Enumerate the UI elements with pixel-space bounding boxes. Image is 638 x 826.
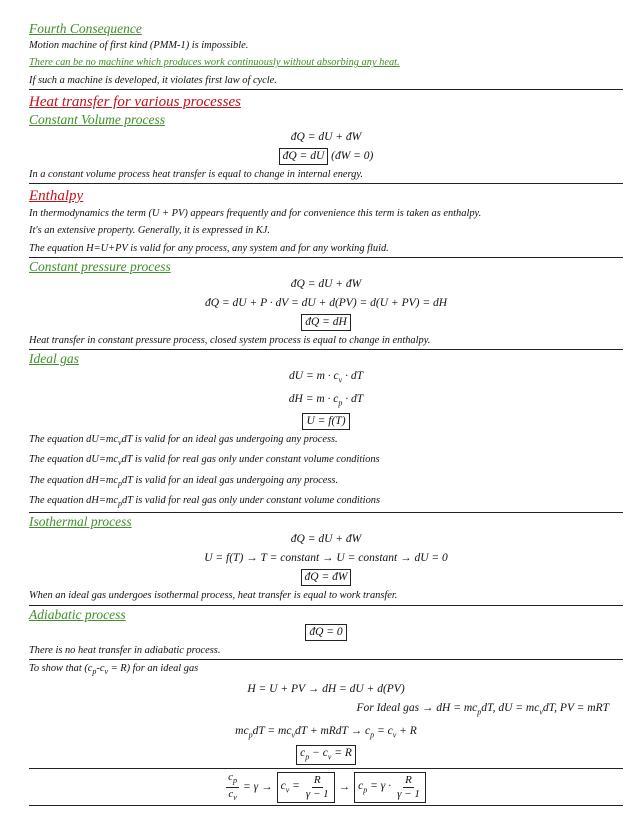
ig-equation-1: dU = $m \cdot c_v$ · dT <box>289 370 363 385</box>
adi-boxed-result: đQ = 0 <box>305 624 346 641</box>
cv-result-box: $c_v$ = $\frac{R}{\gamma - 1}$ <box>277 772 335 803</box>
constant-pressure-heading: Constant pressure process <box>29 259 171 275</box>
proof-equation-1: H = U + PV → dH = dU + d(PV) <box>247 683 405 696</box>
isothermal-heading: Isothermal process <box>29 514 132 530</box>
iso-text: When an ideal gas undergoes isothermal process, heat transfer is equal to work transfer. <box>29 587 623 605</box>
cv-equation-2 <box>29 147 623 166</box>
gamma-fraction: $\frac{c_p}{c_v}$ <box>228 770 238 803</box>
ig-equation-3 <box>29 412 623 431</box>
arrow: → <box>338 781 351 794</box>
fourth-line-2: There can be no machine which produces work continuously without absorbing any heat. <box>29 57 400 69</box>
enthalpy-line-3: The equation H=U+PV is valid for any process, any system and for any working fluid. <box>29 240 623 258</box>
iso-equation-3 <box>29 568 623 587</box>
proof-fraction-equations <box>29 769 623 806</box>
cp-text: Heat transfer in constant pressure process, closed system process is equal to change in enthalpy. <box>29 332 623 350</box>
cp-boxed-result: đQ = dH <box>301 314 351 331</box>
proof-equation-3: $mc_pdT = mc_vdT$ + mRdT → $c_p = c_v + R$ <box>235 724 417 740</box>
iso-equation-2: U = f(T) → T = constant → U = constant → dU = 0 <box>204 552 448 565</box>
proof-boxed-result: $c_p - c_v = R$ <box>296 745 356 765</box>
iso-equation-1: đQ = dU + đW <box>290 533 362 546</box>
enthalpy-line-1: In thermodynamics the term (U + PV) appears frequently and for convenience this term is taken as enthalpy. <box>29 208 482 220</box>
heat-transfer-heading: Heat transfer for various processes <box>29 93 241 110</box>
constant-volume-heading: Constant Volume process <box>29 111 165 127</box>
ig-line-3: The equation $dH=mc_pdT$ is valid for an ideal gas undergoing any process. <box>29 474 339 488</box>
ig-equation-2: dH = $m \cdot c_p$ · dT <box>288 392 364 407</box>
cp-equation-2: đQ = dU + P · dV = dU + d(PV) = d(U + PV) = dH <box>204 297 448 310</box>
iso-boxed-result: đQ = đW <box>301 569 352 586</box>
ig-boxed-result: U = f(T) <box>302 413 349 430</box>
fourth-line-3: If such a machine is developed, it violates first law of cycle. <box>29 72 623 90</box>
ig-line-2: The equation $dU=mc_vdT$ is valid for real gas only under constant volume conditions <box>29 454 380 468</box>
ig-line-4: The equation $dH=mc_pdT$ is valid for real gas only under constant volume conditions <box>29 492 623 513</box>
document-page <box>29 20 623 806</box>
ideal-gas-heading: Ideal gas <box>29 351 79 367</box>
cp-result-box: $c_p = \gamma$ · $\frac{R}{\gamma - 1}$ <box>354 772 426 803</box>
adi-equation <box>29 623 623 642</box>
cv-text: In a constant volume process heat transfer is equal to change in internal energy. <box>29 166 623 184</box>
ig-line-1: The equation $dU=mc_vdT$ is valid for an ideal gas undergoing any process. <box>29 433 338 448</box>
cv-note: (đW = 0) <box>331 149 374 162</box>
adiabatic-heading: Adiabatic process <box>29 606 126 622</box>
enthalpy-heading: Enthalpy <box>29 188 84 205</box>
proof-intro: To show that $(c_p-c_v = R)$ for an ideal gas <box>29 663 199 677</box>
cv-equation-1: đQ = dU + đW <box>290 130 362 143</box>
enthalpy-line-2: It's an extensive property. Generally, it is expressed in KJ. <box>29 225 270 237</box>
proof-equation-2: For Ideal gas → dH = $mc_pdT$, dU = $mc_vdT$, PV = mRT <box>356 702 609 717</box>
proof-equation-4 <box>29 744 623 769</box>
cp-equation-1: đQ = dU + đW <box>290 278 362 291</box>
cv-boxed-result: đQ = dU <box>279 148 329 165</box>
adi-text: There is no heat transfer in adiabatic process. <box>29 642 623 660</box>
fourth-consequence-heading: Fourth Consequence <box>29 21 142 36</box>
cp-equation-3 <box>29 313 623 332</box>
fourth-line-1: Motion machine of first kind (PMM-1) is impossible. <box>29 40 249 51</box>
gamma-relation: = γ → <box>243 781 273 794</box>
